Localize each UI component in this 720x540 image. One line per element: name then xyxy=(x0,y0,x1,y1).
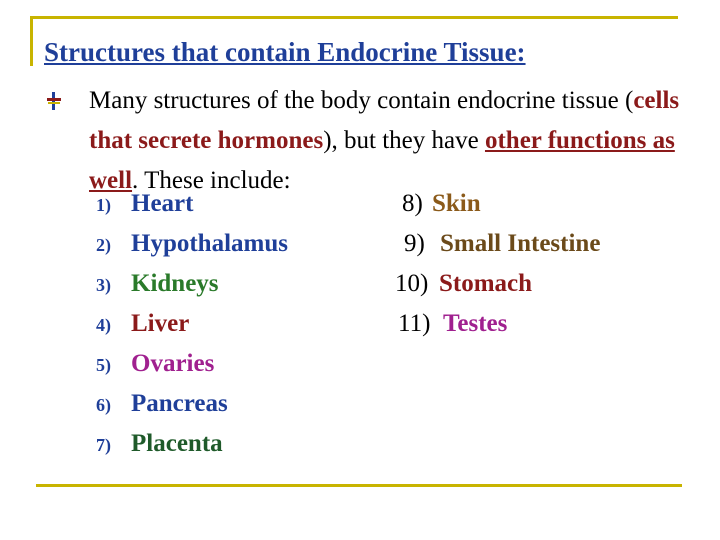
intro-text-2: ), but they have xyxy=(323,127,485,154)
list-number: 8) xyxy=(402,190,423,217)
list-item xyxy=(395,270,532,298)
list-item xyxy=(96,190,193,218)
list-label: Ovaries xyxy=(131,350,215,377)
list-label: Testes xyxy=(443,310,508,337)
frame-bottom-line xyxy=(36,484,682,487)
list-number: 11) xyxy=(398,310,431,337)
list-number: 9) xyxy=(404,230,425,257)
list-label: Heart xyxy=(131,190,194,217)
list-label: Pancreas xyxy=(131,390,228,417)
intro-paragraph xyxy=(89,81,689,201)
list-item xyxy=(96,310,189,338)
list-number: 2) xyxy=(96,235,111,255)
list-item xyxy=(96,270,219,298)
list-number: 6) xyxy=(96,395,111,415)
list-item xyxy=(96,350,214,378)
intro-text-3: . These include: xyxy=(132,167,291,194)
list-label: Skin xyxy=(432,190,481,217)
list-label: Small Intestine xyxy=(440,230,601,257)
bullet-icon xyxy=(44,92,64,110)
intro-underlined: other functions as well xyxy=(89,127,675,194)
list-item xyxy=(402,190,481,218)
list-item xyxy=(398,310,507,338)
slide-title: Structures that contain Endocrine Tissue: xyxy=(44,37,526,67)
frame-top-line xyxy=(30,16,678,19)
list-number: 5) xyxy=(96,355,111,375)
list-label: Stomach xyxy=(439,270,533,297)
list-label: Placenta xyxy=(131,430,223,457)
list-item xyxy=(96,390,228,418)
intro-text-1: Many structures of the body contain endocrine tissue ( xyxy=(89,87,634,114)
list-label: Liver xyxy=(131,310,190,337)
list-number: 4) xyxy=(96,315,111,335)
list-number: 1) xyxy=(96,195,111,215)
list-number: 10) xyxy=(395,270,429,297)
list-item xyxy=(404,230,600,258)
intro-highlight: cells that secrete hormones xyxy=(89,87,680,154)
list-label: Hypothalamus xyxy=(131,230,288,257)
list-number: 3) xyxy=(96,275,111,295)
frame-left-line xyxy=(30,16,33,66)
list-label: Kidneys xyxy=(131,270,219,297)
list-item xyxy=(96,430,223,458)
list-number: 7) xyxy=(96,435,111,455)
list-item xyxy=(96,230,288,258)
